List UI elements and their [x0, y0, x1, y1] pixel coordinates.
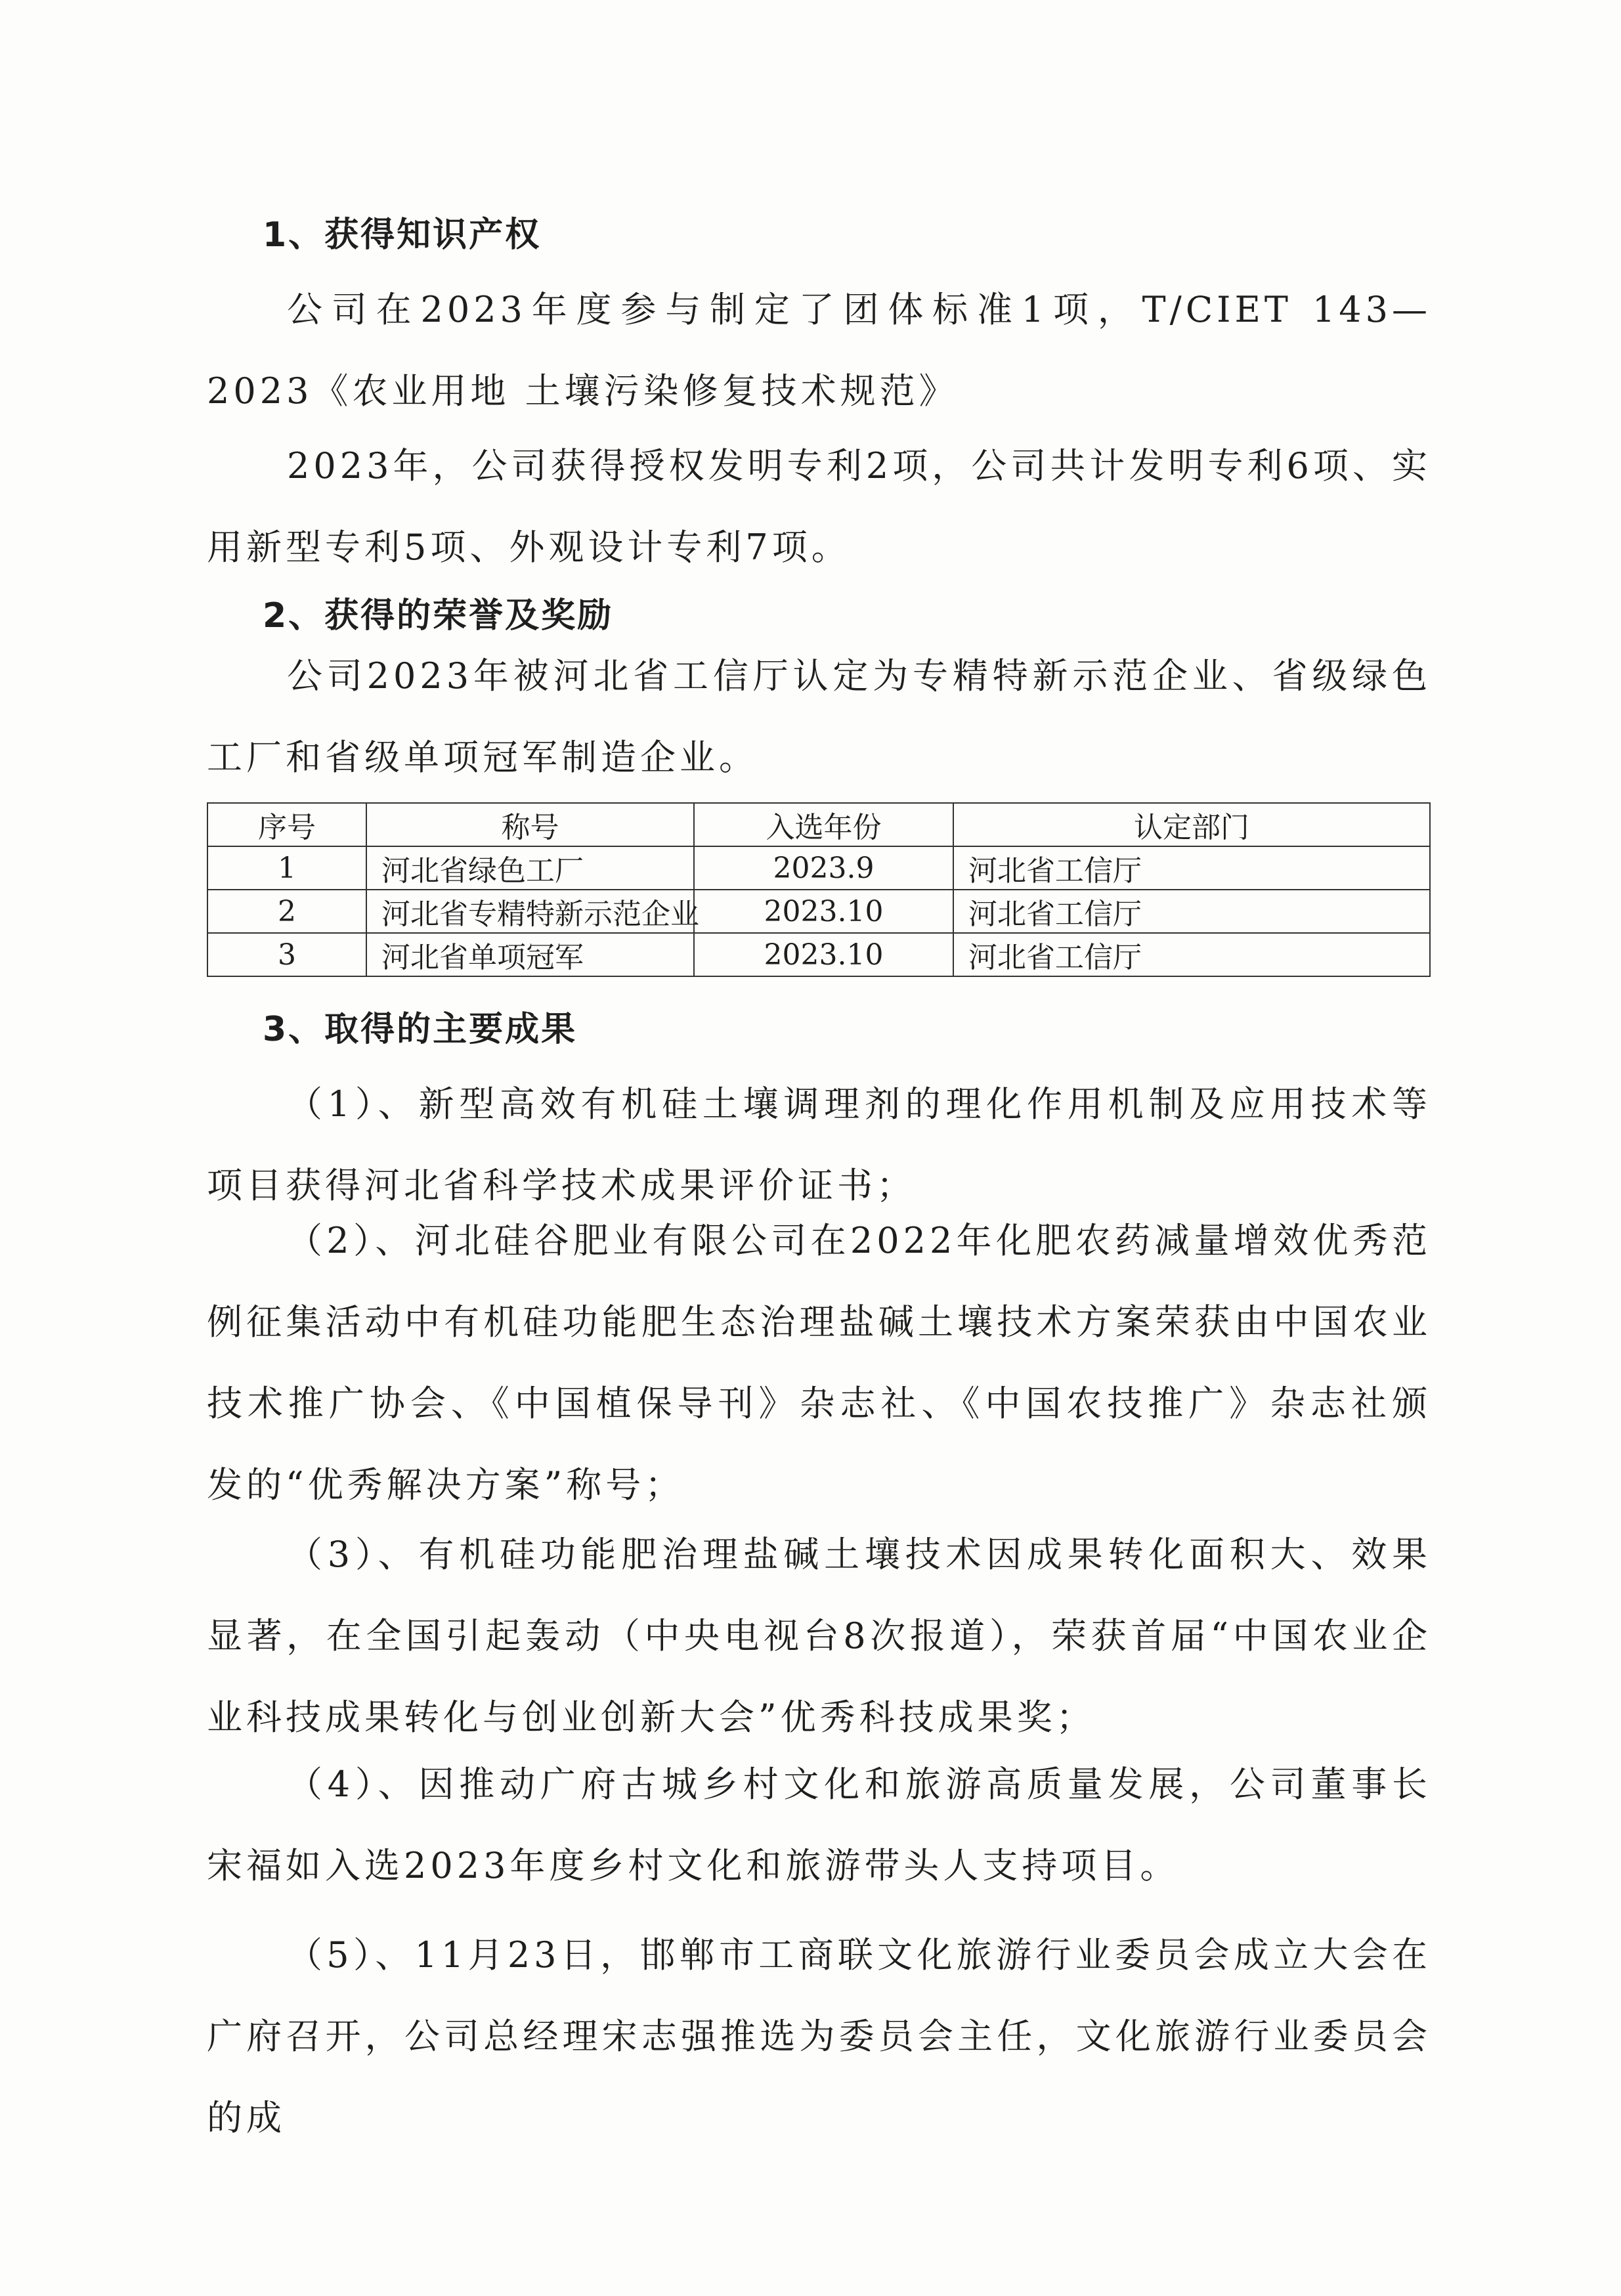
table-cell-department: 河北省工信厅 [953, 890, 1430, 933]
table-cell-year: 2023.10 [694, 890, 953, 933]
table-cell-department: 河北省工信厅 [953, 846, 1430, 890]
section-3-heading: 3、取得的主要成果 [263, 1010, 578, 1049]
table-header-index: 序号 [207, 803, 366, 846]
table-cell-index: 1 [207, 846, 366, 890]
section-1-heading: 1、获得知识产权 [263, 215, 542, 255]
section-2-heading: 2、获得的荣誉及奖励 [263, 596, 614, 636]
achievement-item-4: （4）、因推动广府古城乡村文化和旅游高质量发展，公司董事长宋福如入选2023年度乡村文化和旅游带头人支持项目。 [207, 1764, 1431, 1886]
table-cell-year: 2023.10 [694, 933, 953, 976]
section-1-paragraph-patents: 2023年，公司获得授权发明专利2项，公司共计发明专利6项、实用新型专利5项、外观设计专利7项。 [207, 445, 1431, 568]
table-header-row [207, 803, 1430, 846]
achievement-item-5: （5）、11月23日，邯郸市工商联文化旅游行业委员会成立大会在广府召开，公司总经理宋志强推选为委员会主任，文化旅游行业委员会的成 [207, 1934, 1431, 2138]
awards-table [207, 802, 1431, 977]
section-2-paragraph: 公司2023年被河北省工信厅认定为专精特新示范企业、省级绿色工厂和省级单项冠军制造企业。 [207, 655, 1431, 778]
table-cell-department: 河北省工信厅 [953, 933, 1430, 976]
achievement-item-2: （2）、河北硅谷肥业有限公司在2022年化肥农药减量增效优秀范例征集活动中有机硅功能肥生态治理盐碱土壤技术方案荣获由中国农业技术推广协会、《中国植保导刊》杂志社、《中国农技推广》杂志社颁发的“优秀解决方案”称号； [207, 1220, 1431, 1505]
table-cell-index: 3 [207, 933, 366, 976]
table-cell-title: 河北省绿色工厂 [366, 846, 694, 890]
table-row [207, 890, 1430, 933]
achievement-item-3: （3）、有机硅功能肥治理盐碱土壤技术因成果转化面积大、效果显著，在全国引起轰动（中央电视台8次报道），荣获首届“中国农业企业科技成果转化与创业创新大会”优秀科技成果奖； [207, 1534, 1431, 1738]
section-1-paragraph-standard: 公司在2023年度参与制定了团体标准1项，T/CIET 143—2023《农业用地 土壤污染修复技术规范》 [207, 289, 1431, 412]
table-cell-year: 2023.9 [694, 846, 953, 890]
table-cell-title: 河北省专精特新示范企业 [366, 890, 694, 933]
table-cell-title: 河北省单项冠军 [366, 933, 694, 976]
achievement-item-1: （1）、新型高效有机硅土壤调理剂的理化作用机制及应用技术等项目获得河北省科学技术成果评价证书； [207, 1083, 1431, 1206]
table-cell-index: 2 [207, 890, 366, 933]
table-row [207, 846, 1430, 890]
table-header-year: 入选年份 [694, 803, 953, 846]
table-row [207, 933, 1430, 976]
table-header-title: 称号 [366, 803, 694, 846]
table-header-department: 认定部门 [953, 803, 1430, 846]
